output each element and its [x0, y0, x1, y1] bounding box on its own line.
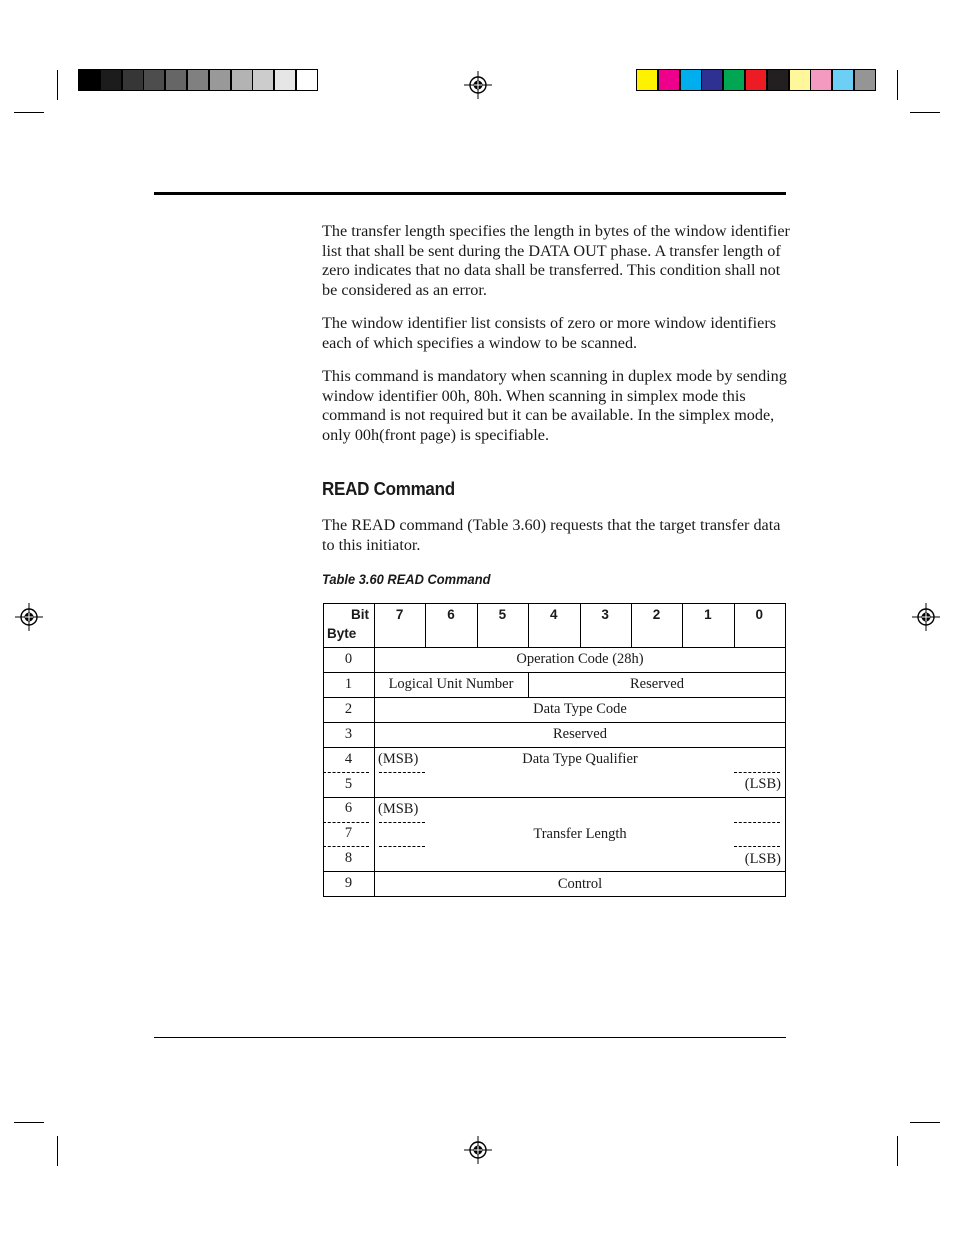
table-dashed-line	[323, 846, 369, 847]
field-operation-code: Operation Code (28h)	[516, 651, 644, 667]
color-swatch	[789, 69, 811, 91]
header-rule	[154, 192, 786, 195]
table-row-line	[323, 697, 786, 698]
table-border	[323, 603, 786, 604]
table-dashed-line	[323, 772, 369, 773]
byte-number: 6	[344, 800, 353, 817]
color-swatch	[810, 69, 832, 91]
table-dashed-line	[379, 846, 425, 847]
bit-number-header: 3	[601, 607, 609, 622]
table-caption: Table 3.60 READ Command	[322, 571, 491, 587]
footer-rule	[154, 1037, 786, 1038]
field-transfer-length: Transfer Length	[533, 826, 627, 842]
gray-swatch	[252, 69, 274, 91]
color-swatch	[680, 69, 702, 91]
byte-number: 0	[344, 651, 353, 667]
table-dashed-line	[323, 822, 369, 823]
table-row-line	[323, 722, 786, 723]
trim-mark	[14, 112, 44, 113]
registration-mark-icon	[464, 1136, 492, 1164]
table-row-line	[323, 672, 786, 673]
color-swatch	[832, 69, 854, 91]
trim-mark	[910, 112, 940, 113]
byte-number: 7	[344, 825, 353, 842]
field-lsb-marker: (LSB)	[744, 776, 781, 792]
registration-mark-icon	[912, 603, 940, 631]
trim-mark	[14, 1122, 44, 1123]
byte-number: 2	[344, 700, 353, 717]
table-divider	[528, 672, 529, 697]
section-heading: READ Command	[322, 478, 455, 499]
field-msb-marker: (MSB)	[378, 801, 419, 817]
trim-mark	[57, 70, 58, 100]
trim-mark	[57, 1136, 58, 1166]
trim-mark	[897, 70, 898, 100]
table-dashed-line	[734, 822, 780, 823]
header-byte-label: Byte	[327, 626, 357, 641]
color-swatch	[658, 69, 680, 91]
color-swatch	[854, 69, 876, 91]
bit-number-header: 5	[498, 607, 507, 622]
table-divider	[528, 603, 529, 647]
bit-number-header: 6	[447, 607, 455, 622]
byte-number: 5	[344, 775, 353, 792]
bit-number-header: 2	[652, 607, 661, 622]
color-swatch	[745, 69, 767, 91]
gray-swatch	[143, 69, 165, 91]
field-lsb-marker: (LSB)	[744, 851, 781, 867]
byte-number: 1	[344, 675, 353, 692]
table-row-line	[323, 747, 786, 748]
table-divider	[477, 603, 478, 647]
section-intro: The READ command (Table 3.60) requests that the target transfer data to this initiator.	[322, 516, 781, 554]
field-reserved: Reserved	[553, 726, 607, 742]
registration-mark-icon	[15, 603, 43, 631]
table-divider	[580, 603, 581, 647]
table-divider	[682, 603, 683, 647]
color-swatch	[636, 69, 658, 91]
table-border	[323, 896, 786, 897]
gray-swatch	[122, 69, 144, 91]
byte-number: 8	[344, 850, 353, 867]
byte-number: 4	[344, 750, 353, 767]
bit-number-header: 7	[395, 607, 404, 622]
table-row-line	[323, 797, 786, 798]
table-divider	[734, 603, 735, 647]
gray-swatch	[100, 69, 122, 91]
field-data-type-qualifier: Data Type Qualifier	[522, 751, 638, 767]
gray-swatch	[231, 69, 253, 91]
bit-number-header: 0	[755, 607, 764, 622]
table-dashed-line	[379, 772, 425, 773]
registration-mark-icon	[464, 71, 492, 99]
table-dashed-line	[379, 822, 425, 823]
bit-number-header: 4	[550, 607, 558, 622]
table-row-line	[323, 647, 786, 648]
table-divider	[425, 603, 426, 647]
paragraph-duplex-mode: This command is mandatory when scanning in duplex mode by sending window identifier 00h, 80h. When scanning in simplex mode this command is not required but it can be available. In the simplex mode, only 00h(front page) is specifiable.	[322, 367, 787, 444]
field-reserved: Reserved	[630, 676, 684, 692]
gray-swatch	[296, 69, 318, 91]
color-swatch	[723, 69, 745, 91]
table-divider	[631, 603, 632, 647]
gray-swatch	[209, 69, 231, 91]
color-swatch	[767, 69, 789, 91]
byte-number: 3	[344, 725, 353, 742]
gray-swatch	[165, 69, 187, 91]
byte-number: 9	[344, 875, 353, 892]
table-row-line	[323, 871, 786, 872]
gray-swatch	[78, 69, 100, 91]
trim-mark	[897, 1136, 898, 1166]
bit-number-header: 1	[704, 607, 712, 622]
paragraph-window-identifier-list: The window identifier list consists of zero or more window identifiers each of which specifies a window to be scanned.	[322, 314, 777, 352]
color-swatch	[701, 69, 723, 91]
read-command-table	[323, 603, 786, 897]
table-dashed-line	[734, 846, 780, 847]
field-control: Control	[557, 876, 603, 892]
field-data-type-code: Data Type Code	[533, 701, 627, 717]
gray-swatch	[274, 69, 296, 91]
header-bit-label: Bit	[351, 607, 369, 622]
field-msb-marker: (MSB)	[378, 751, 419, 767]
gray-swatch	[187, 69, 209, 91]
field-logical-unit-number: Logical Unit Number	[388, 676, 514, 692]
trim-mark	[910, 1122, 940, 1123]
paragraph-transfer-length: The transfer length specifies the length in bytes of the window identifier list that shall be sent during the DATA OUT phase. A transfer length of zero indicates that no data shall be transferred. This condition shall not be considered as an error.	[322, 222, 790, 299]
table-dashed-line	[734, 772, 780, 773]
